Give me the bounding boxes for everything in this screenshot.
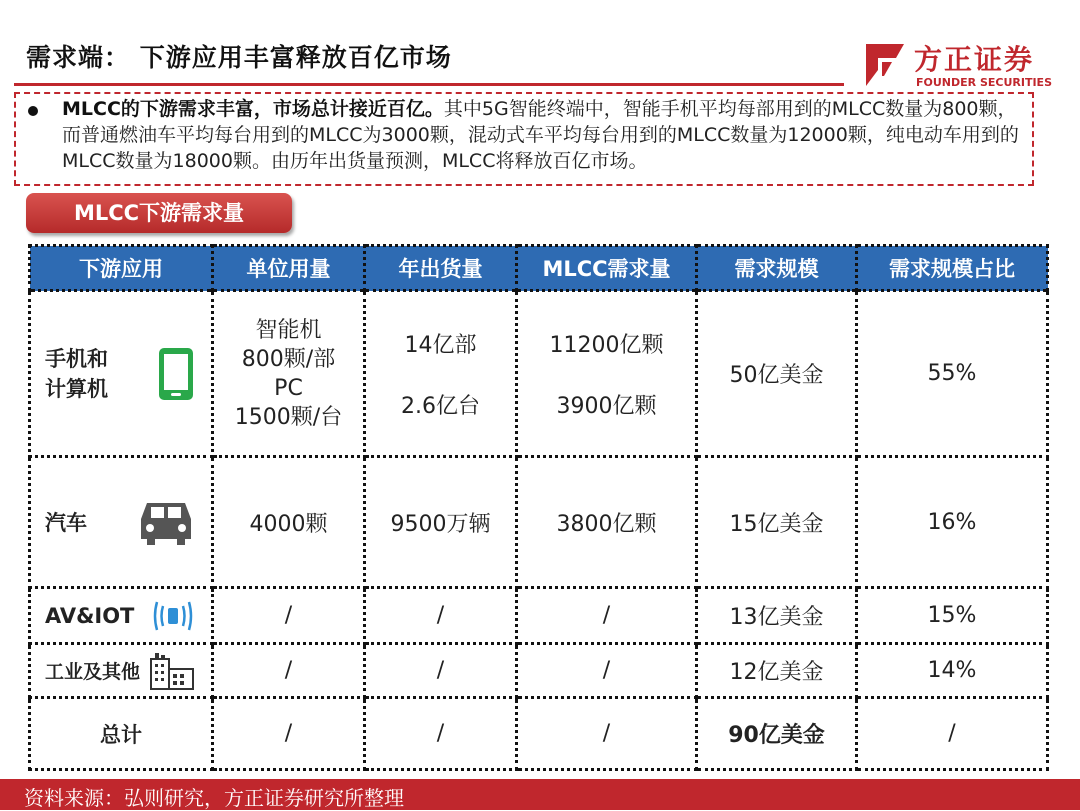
cell-unit: 4000颗 xyxy=(213,457,365,588)
cell-unit: 智能机 800颗/部 PC 1500颗/台 xyxy=(213,291,365,457)
summary-body: 其中5G智能终端中，智能手机平均每部用到的MLCC数量为800颗，而普通燃油车平均每台用到的MLCC为3000颗，混动式车平均每台用到的MLCC数量为12000颗，纯电动车用到的MLCC数量为18000颗。由历年出货量预测，MLCC将释放百亿市场。 xyxy=(62,98,1019,172)
bullet-dot xyxy=(28,106,38,116)
cell-total-demand: / xyxy=(517,698,697,770)
summary-callout xyxy=(14,92,1034,186)
footer-bar xyxy=(0,779,1080,810)
title-divider xyxy=(14,83,844,86)
shipment-value: 14亿部 xyxy=(404,332,477,358)
cell-unit: / xyxy=(213,644,365,698)
cell-total-label: 总计 xyxy=(30,698,213,770)
header-demand-scale: 需求规模 xyxy=(697,246,857,291)
founder-logo-icon xyxy=(862,40,908,90)
app-label: 手机和 计算机 xyxy=(45,346,108,401)
iot-icon xyxy=(151,596,195,636)
cell-scale: 50亿美金 xyxy=(697,291,857,457)
cell-scale: 12亿美金 xyxy=(697,644,857,698)
cell-share: 15% xyxy=(857,588,1048,644)
founder-logo xyxy=(862,38,1052,98)
table-row-phones xyxy=(30,291,1048,457)
table-row-total xyxy=(30,698,1048,770)
table-row-autos xyxy=(30,457,1048,588)
tablet-icon xyxy=(157,346,195,402)
cell-total-unit: / xyxy=(213,698,365,770)
cell-share: 55% xyxy=(857,291,1048,457)
source-note: 资料来源：弘则研究，方正证券研究所整理 xyxy=(24,786,404,810)
cell-total-scale: 90亿美金 xyxy=(697,698,857,770)
cell-share: 14% xyxy=(857,644,1048,698)
cell-shipments: / xyxy=(365,588,517,644)
demand-value: 11200亿颗 xyxy=(549,332,664,358)
table-header-row xyxy=(30,246,1048,291)
cell-app xyxy=(30,291,213,457)
demand-value: 3900亿颗 xyxy=(556,393,657,419)
section-tab-mlcc-demand: MLCC下游需求量 xyxy=(26,193,292,233)
app-label: 汽车 xyxy=(45,511,87,535)
logo-english-text: FOUNDER SECURITIES xyxy=(916,76,1052,89)
table-row-industrial xyxy=(30,644,1048,698)
cell-share: 16% xyxy=(857,457,1048,588)
cell-app xyxy=(30,457,213,588)
summary-bold: MLCC的下游需求丰富，市场总计接近百亿。 xyxy=(62,98,444,120)
cell-demand xyxy=(517,291,697,457)
cell-scale: 13亿美金 xyxy=(697,588,857,644)
cell-demand: 3800亿颗 xyxy=(517,457,697,588)
cell-shipments xyxy=(365,291,517,457)
shipment-value: 2.6亿台 xyxy=(401,393,480,419)
summary-text xyxy=(62,96,1024,174)
cell-total-shipments: / xyxy=(365,698,517,770)
factory-icon xyxy=(149,651,195,691)
page-title: 需求端： 下游应用丰富释放百亿市场 xyxy=(26,43,452,72)
cell-app xyxy=(30,644,213,698)
table-row-av-iot xyxy=(30,588,1048,644)
header-application: 下游应用 xyxy=(30,246,213,291)
header-annual-shipments: 年出货量 xyxy=(365,246,517,291)
header-mlcc-demand: MLCC需求量 xyxy=(517,246,697,291)
cell-app xyxy=(30,588,213,644)
cell-demand: / xyxy=(517,644,697,698)
app-label: 工业及其他 xyxy=(45,661,141,683)
app-label: AV&IOT xyxy=(45,603,135,628)
header-demand-share: 需求规模占比 xyxy=(857,246,1048,291)
cell-unit: / xyxy=(213,588,365,644)
cell-shipments: / xyxy=(365,644,517,698)
car-icon xyxy=(137,495,195,549)
cell-shipments: 9500万辆 xyxy=(365,457,517,588)
header-unit-usage: 单位用量 xyxy=(213,246,365,291)
logo-chinese-text: 方正证券 xyxy=(914,43,1035,76)
cell-scale: 15亿美金 xyxy=(697,457,857,588)
mlcc-demand-table xyxy=(28,244,1049,771)
cell-total-share: / xyxy=(857,698,1048,770)
cell-demand: / xyxy=(517,588,697,644)
